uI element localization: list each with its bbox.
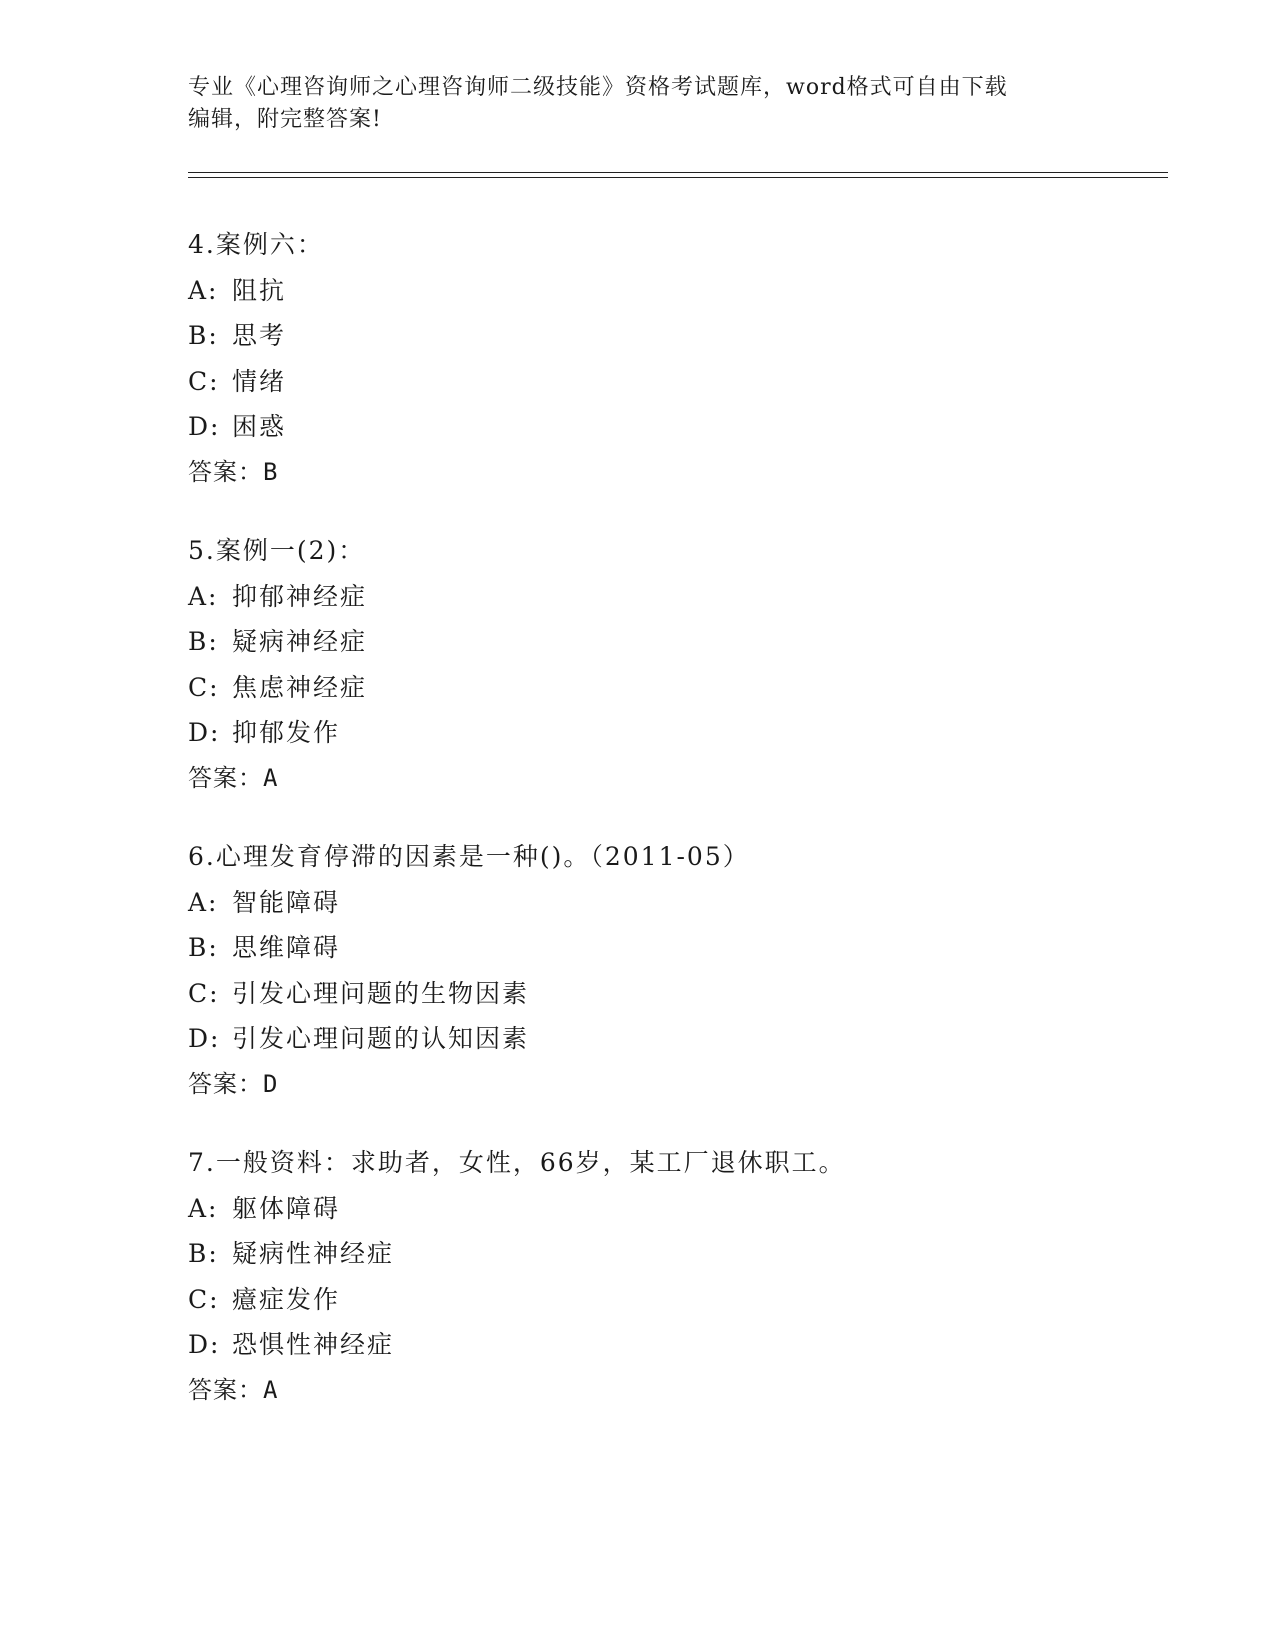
option-d bbox=[188, 404, 1168, 450]
question-stem: 4.案例六： bbox=[188, 230, 324, 259]
option-b bbox=[188, 1231, 1168, 1277]
question-stem: 5.案例一(2)： bbox=[188, 536, 366, 565]
option-text: 躯体障碍 bbox=[232, 1193, 341, 1223]
answer-line bbox=[188, 450, 1168, 496]
option-key: C: bbox=[188, 366, 220, 396]
option-text: 抑郁发作 bbox=[232, 718, 341, 748]
header-line-1: 专业《心理咨询师之心理咨询师二级技能》资格考试题库，word格式可自由下载 bbox=[188, 75, 1008, 100]
option-key: A: bbox=[188, 887, 219, 917]
answer-line bbox=[188, 1062, 1168, 1108]
option-key: B: bbox=[188, 627, 219, 657]
option-text: 抑郁神经症 bbox=[232, 581, 368, 611]
option-c bbox=[188, 1277, 1168, 1323]
header-line-2: 编辑，附完整答案! bbox=[188, 107, 382, 132]
option-text: 情绪 bbox=[232, 366, 287, 396]
option-b bbox=[188, 925, 1168, 971]
option-d bbox=[188, 1016, 1168, 1062]
answer-label: 答案： bbox=[188, 763, 263, 792]
option-key: A: bbox=[188, 581, 219, 611]
option-key: D: bbox=[188, 412, 221, 442]
option-text: 引发心理问题的生物因素 bbox=[232, 978, 530, 1008]
option-c bbox=[188, 971, 1168, 1017]
answer-value: A bbox=[263, 1375, 279, 1404]
option-text: 引发心理问题的认知因素 bbox=[232, 1024, 530, 1054]
option-text: 疑病神经症 bbox=[232, 627, 368, 657]
document-header bbox=[188, 72, 1068, 136]
answer-line bbox=[188, 756, 1168, 802]
option-key: D: bbox=[188, 1024, 221, 1054]
option-text: 思维障碍 bbox=[232, 933, 341, 963]
option-text: 焦虑神经症 bbox=[232, 672, 368, 702]
question-block bbox=[188, 528, 1168, 802]
option-a bbox=[188, 1186, 1168, 1232]
answer-value: B bbox=[263, 457, 279, 486]
option-key: D: bbox=[188, 1330, 221, 1360]
question-stem: 7.一般资料：求助者，女性，66岁，某工厂退休职工。 bbox=[188, 1148, 846, 1177]
option-text: 困惑 bbox=[232, 412, 287, 442]
answer-value: A bbox=[263, 763, 279, 792]
option-text: 阻抗 bbox=[232, 275, 287, 305]
option-key: C: bbox=[188, 978, 220, 1008]
option-text: 智能障碍 bbox=[232, 887, 341, 917]
answer-line bbox=[188, 1368, 1168, 1414]
question-stem: 6.心理发育停滞的因素是一种()。（2011-05） bbox=[188, 842, 750, 871]
option-a bbox=[188, 268, 1168, 314]
header-divider-bottom bbox=[188, 177, 1168, 178]
option-key: B: bbox=[188, 933, 219, 963]
question-block bbox=[188, 834, 1168, 1108]
option-d bbox=[188, 710, 1168, 756]
question-block bbox=[188, 1140, 1168, 1414]
header-divider-top bbox=[188, 172, 1168, 173]
option-text: 思考 bbox=[232, 321, 287, 351]
question-block bbox=[188, 222, 1168, 496]
option-b bbox=[188, 313, 1168, 359]
answer-value: D bbox=[263, 1069, 279, 1098]
answer-label: 答案： bbox=[188, 1069, 263, 1098]
option-key: B: bbox=[188, 321, 219, 351]
option-key: C: bbox=[188, 672, 220, 702]
option-c bbox=[188, 359, 1168, 405]
option-text: 恐惧性神经症 bbox=[232, 1330, 395, 1360]
option-key: C: bbox=[188, 1284, 220, 1314]
answer-label: 答案： bbox=[188, 457, 263, 486]
option-key: A: bbox=[188, 1193, 219, 1223]
option-a bbox=[188, 880, 1168, 926]
option-key: B: bbox=[188, 1239, 219, 1269]
option-b bbox=[188, 619, 1168, 665]
option-d bbox=[188, 1322, 1168, 1368]
option-a bbox=[188, 574, 1168, 620]
option-text: 疑病性神经症 bbox=[232, 1239, 395, 1269]
option-text: 癔症发作 bbox=[232, 1284, 341, 1314]
option-key: A: bbox=[188, 275, 219, 305]
option-c bbox=[188, 665, 1168, 711]
answer-label: 答案： bbox=[188, 1375, 263, 1404]
option-key: D: bbox=[188, 718, 221, 748]
